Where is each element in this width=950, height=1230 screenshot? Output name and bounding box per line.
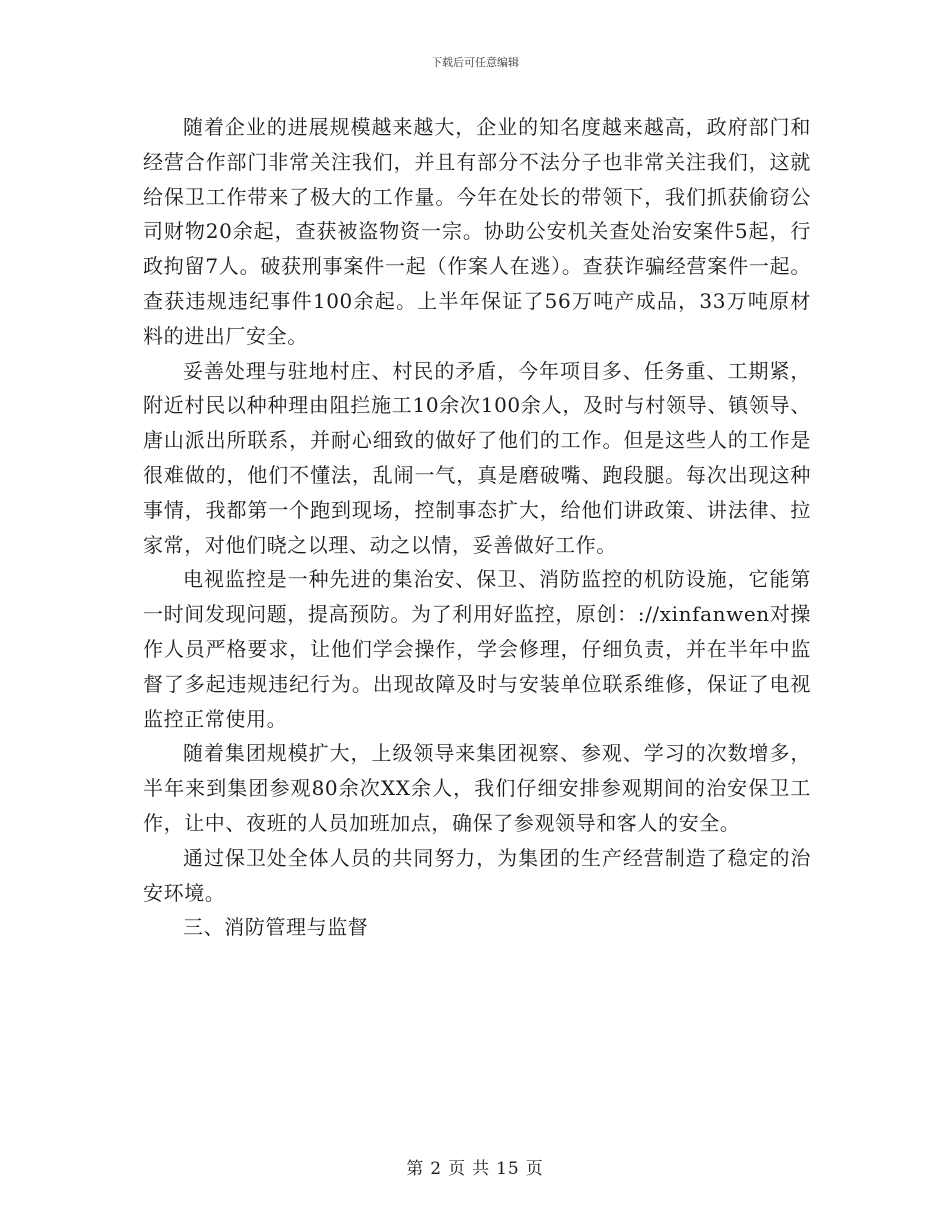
- footer-label-gong: 共: [472, 1159, 491, 1179]
- footer-label-ye: 页: [448, 1159, 467, 1179]
- paragraph-5: 通过保卫处全体人员的共同努力，为集团的生产经营制造了稳定的治安环境。: [143, 845, 811, 905]
- footer-total-pages: 15: [496, 1159, 520, 1179]
- document-body: [143, 110, 811, 945]
- footer-current-page: 2: [430, 1159, 443, 1179]
- paragraph-3: 电视监控是一种先进的集治安、保卫、消防监控的机防设施，它能第一时间发现问题，提高预防。为了利用好监控，原创：://xinfanwen对操作人员严格要求，让他们学会操作，学会修理，仔细负责，并在半年中监督了多起违规违纪行为。出现故障及时与安装单位联系维修，保证了电视监控正常使用。: [143, 567, 811, 731]
- page-header-note: 下载后可任意编辑: [431, 56, 519, 69]
- paragraph-1: 随着企业的进展规模越来越大，企业的知名度越来越高，政府部门和经营合作部门非常关注我们，并且有部分不法分子也非常关注我们，这就给保卫工作带来了极大的工作量。今年在处长的带领下，我们抓获偷窃公司财物20余起，查获被盗物资一宗。协助公安机关查处治安案件5起，行政拘留7人。破获刑事案件一起（作案人在逃）。查获诈骗经营案件一起。查获违规违纪事件100余起。上半年保证了56万吨产成品，33万吨原材料的进出厂安全。: [143, 115, 811, 348]
- section-heading: 三、消防管理与监督: [183, 915, 369, 940]
- paragraph-4: 随着集团规模扩大，上级领导来集团视察、参观、学习的次数增多，半年来到集团参观80余次XX余人，我们仔细安排参观期间的治安保卫工作，让中、夜班的人员加班加点，确保了参观领导和客人的安全。: [143, 741, 811, 835]
- footer-label-di: 第: [406, 1159, 425, 1179]
- paragraph-2: 妥善处理与驻地村庄、村民的矛盾，今年项目多、任务重、工期紧，附近村民以种种理由阻拦施工10余次100余人，及时与村领导、镇领导、唐山派出所联系，并耐心细致的做好了他们的工作。但是这些人的工作是很难做的，他们不懂法，乱闹一气，真是磨破嘴、跑段腿。每次出现这种事情，我都第一个跑到现场，控制事态扩大，给他们讲政策、讲法律、拉家常，对他们晓之以理、动之以情，妥善做好工作。: [143, 358, 811, 557]
- page-footer: [0, 1154, 950, 1179]
- footer-label-ye-end: 页: [525, 1159, 544, 1179]
